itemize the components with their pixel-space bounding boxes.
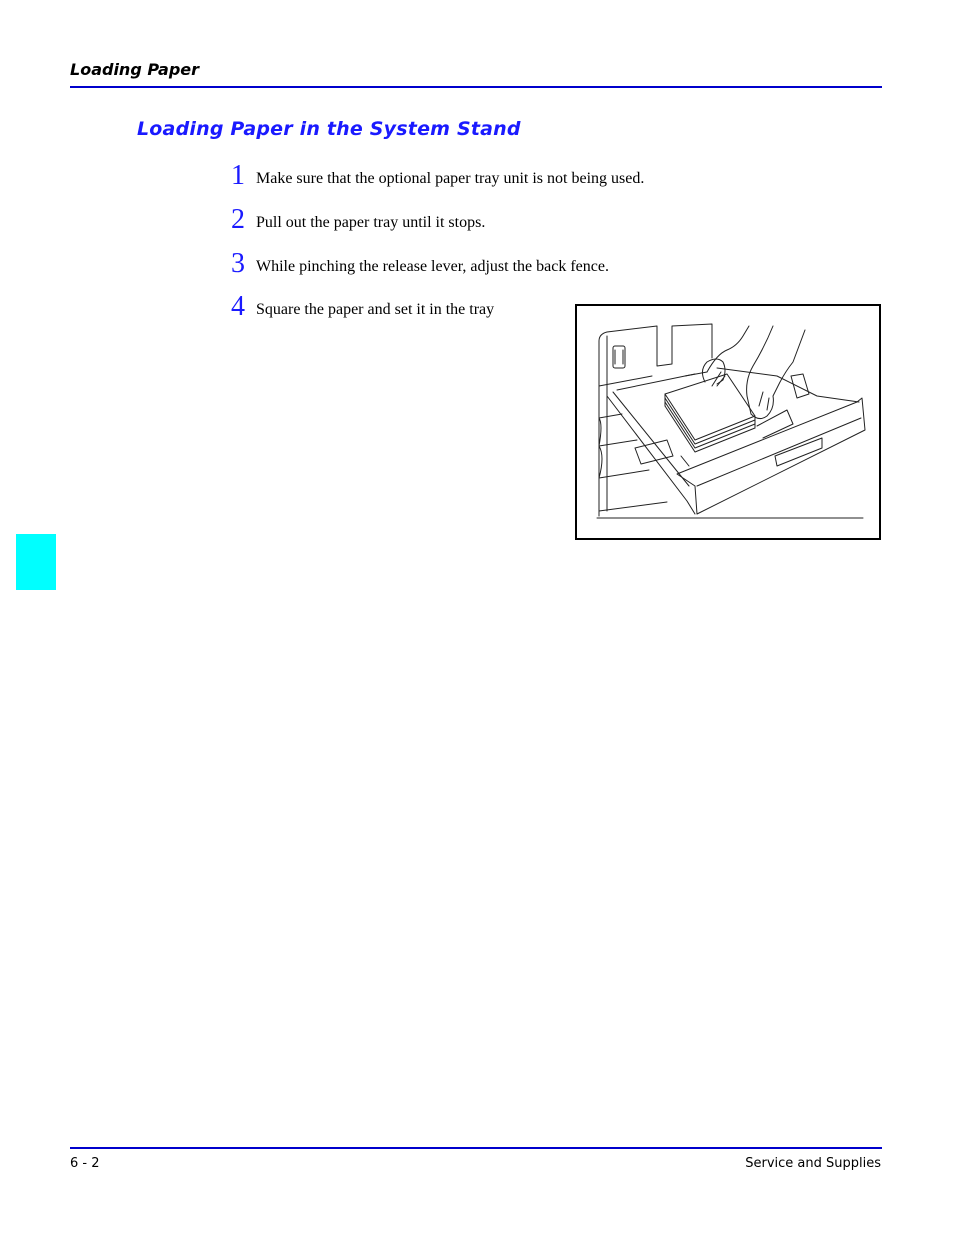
paper-tray-figure	[575, 304, 881, 540]
page-number: 6 - 2	[70, 1156, 100, 1171]
step-number: 2	[231, 204, 245, 235]
running-header-title: Loading Paper	[70, 60, 200, 79]
step-number: 1	[231, 160, 245, 191]
step-text: Pull out the paper tray until it stops.	[256, 214, 486, 231]
step-number: 4	[231, 291, 245, 322]
step-text: Make sure that the optional paper tray unit is not being used.	[256, 170, 645, 187]
section-title: Loading Paper in the System Stand	[137, 118, 521, 140]
step-number: 3	[231, 248, 245, 279]
header-rule	[70, 86, 882, 88]
step-text: While pinching the release lever, adjust the back fence.	[256, 258, 609, 275]
chapter-tab	[16, 534, 56, 590]
paper-tray-illustration-icon	[577, 306, 879, 538]
chapter-title: Service and Supplies	[745, 1156, 881, 1171]
footer-rule	[70, 1147, 882, 1149]
step-text: Square the paper and set it in the tray	[256, 301, 495, 318]
